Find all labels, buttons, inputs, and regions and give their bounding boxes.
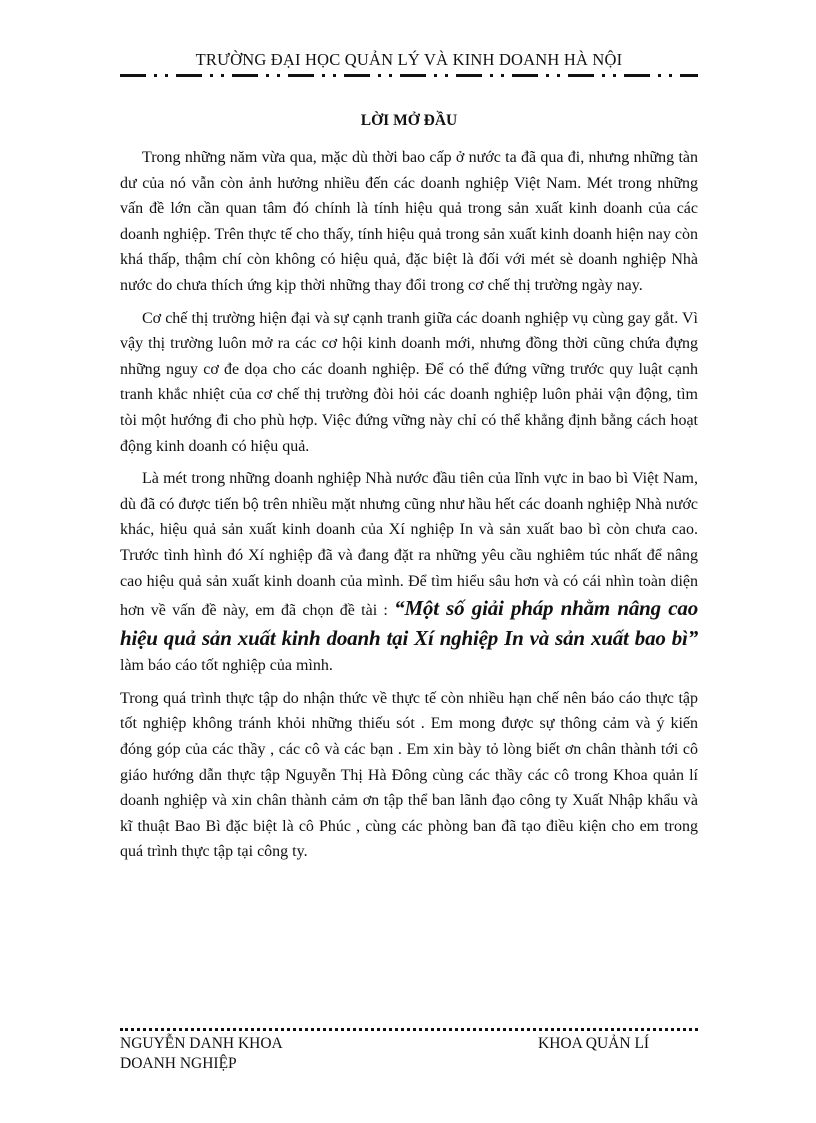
paragraph-1: Trong những năm vừa qua, mặc dù thời bao cấp ở nước ta đã qua đi, nhưng những tàn dư của nó vẫn còn ảnh hưởng nhiều đến các doanh nghiệp Việt Nam. Mét trong những vấn đề lớn cần quan tâm đó chính là tính hiệu quả trong sản xuất kinh doanh của các doanh nghiệp. Trên thực tế cho thấy, tính hiệu quả trong sản xuất kinh doanh hiện nay còn khá thấp, thậm chí còn không có hiệu quả, đặc biệt là đối với mét sè doanh nghiệp Nhà nước do chưa thích ứng kịp thời những thay đổi trong cơ chế thị trường ngày nay.	[120, 149, 698, 294]
thesis-topic: “Một số giải pháp nhằm nâng cao hiệu quả sản xuất kinh doanh tại Xí nghiệp In và sản xuất bao bì”	[120, 596, 698, 650]
footer-faculty-continued: DOANH NGHIỆP	[120, 1055, 237, 1072]
body-text	[120, 145, 698, 872]
paragraph-4: Trong quá trình thực tập do nhận thức về thực tế còn nhiều hạn chế nên báo cáo thực tập tốt nghiệp không tránh khỏi những thiếu sót . Em mong được sự thông cảm và ý kiến đóng góp của các thầy , các cô và các bạn . Em xin bày tỏ lòng biết ơn chân thành tới cô giáo hướng dẫn thực tập Nguyễn Thị Hà Đông cùng các thầy các cô trong Khoa quản lí doanh nghiệp và xin chân thành cảm ơn tập thể ban lãnh đạo công ty Xuất Nhập khẩu và kĩ thuật Bao Bì đặc biệt là cô Phúc , cùng các phòng ban đã tạo điều kiện cho em trong quá trình thực tập tại công ty.	[120, 689, 698, 861]
footer-faculty: KHOA QUẢN LÍ	[538, 1035, 650, 1052]
paragraph-3-end: làm báo cáo tốt nghiệp của mình.	[120, 657, 333, 675]
header-university-title: TRƯỜNG ĐẠI HỌC QUẢN LÝ VÀ KINH DOANH HÀ NỘI	[195, 50, 623, 69]
header-decorative-rule	[120, 74, 698, 77]
paragraph-3	[120, 466, 698, 679]
paragraph-2: Cơ chế thị trường hiện đại và sự cạnh tranh giữa các doanh nghiệp vụ cùng gay gắt. Vì vậy thị trường luôn mở ra các cơ hội kinh doanh mới, nhưng đồng thời cũng chứa đựng những nguy cơ đe dọa cho các doanh nghiệp. Để có thể đứng vững trước quy luật cạnh tranh khắc nhiệt của cơ chế thị trường đòi hỏi các doanh nghiệp luôn phải vận động, tìm tòi một hướng đi cho phù hợp. Việc đứng vững này chỉ có thể khẳng định bằng cách hoạt động kinh doanh có hiệu quả.	[120, 309, 698, 455]
footer-author: NGUYỄN DANH KHOA	[120, 1035, 283, 1052]
page-heading: LỜI MỞ ĐẦU	[360, 112, 458, 129]
footer-dotted-rule	[120, 1028, 698, 1031]
paragraph-3-intro: Là mét trong những doanh nghiệp Nhà nước đầu tiên của lĩnh vực in bao bì Việt Nam, dù đã có được tiến bộ trên nhiều mặt nhưng cũng như hầu hết các doanh nghiệp Nhà nước khác, hiệu quả sản xuất kinh doanh của Xí nghiệp In và sản xuất bao bì còn chưa cao. Trước tình hình đó Xí nghiệp đã và đang đặt ra những yêu cầu nghiêm túc nhất để nâng cao hiệu quả sản xuất kinh doanh của mình. Để tìm hiểu sâu hơn và có cái nhìn toàn diện hơn về vấn đề này, em đã chọn đề tài :	[120, 470, 698, 620]
